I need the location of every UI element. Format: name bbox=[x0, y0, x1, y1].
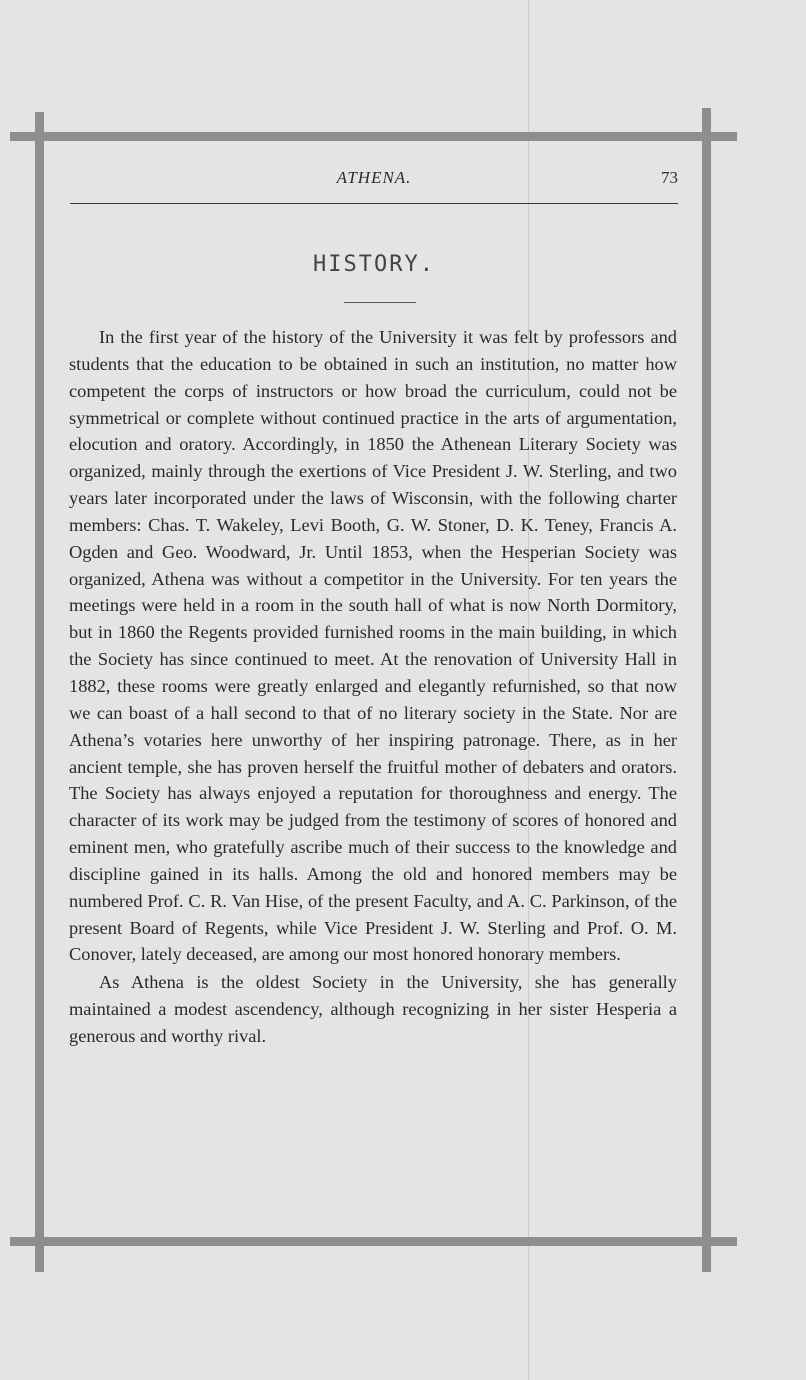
running-head bbox=[70, 168, 678, 192]
frame-bottom-rule bbox=[10, 1237, 737, 1246]
page-number: 73 bbox=[661, 168, 678, 187]
title-rule bbox=[344, 302, 416, 303]
section-title: HISTORY. bbox=[313, 252, 435, 277]
header-rule bbox=[70, 203, 678, 204]
paragraph: As Athena is the oldest Society in the University, she has generally maintained a modest ascendency, although recognizing in her sister Hesperia a generous and worthy rival. bbox=[69, 972, 677, 1046]
frame-top-rule bbox=[10, 132, 737, 141]
frame-left-rule bbox=[35, 112, 44, 1272]
paragraph: In the first year of the history of the University it was felt by professors and students that the education to be obtained in such an institution, no matter how competent the corps of instructors or how broad the curriculum, could not be symmetrical or complete without continued practice in the arts of argumentation, elocution and oratory. Accordingly, in 1850 the Athenean Literary Society was organized, mainly through the exertions of Vice President J. W. Sterling, and two years later incorporated under the laws of Wisconsin, with the following charter members: Chas. T. Wakeley, Levi Booth, G. W. Stoner, D. K. Teney, Francis A. Ogden and Geo. Woodward, Jr. Until 1853, when the Hesperian Society was organized, Athena was without a competitor in the University. For ten years the meetings were held in a room in the south hall of what is now North Dormitory, but in 1860 the Regents provided furnished rooms in the main building, in which the Society has since continued to meet. At the renovation of University Hall in 1882, these rooms were greatly enlarged and elegantly refurnished, so that now we can boast of a hall second to that of no literary society in the State. Nor are Athena’s votaries here unworthy of her inspiring patronage. There, as in her ancient temple, she has proven herself the fruitful mother of debaters and orators. The Society has always enjoyed a reputation for thoroughness and energy. The character of its work may be judged from the testimony of scores of honored and eminent men, who gratefully ascribe much of their success to the knowledge and discipline gained in its halls. Among the old and honored members may be numbered Prof. C. R. Van Hise, of the present Faculty, and A. C. Parkinson, of the present Board of Regents, while Vice President J. W. Sterling and Prof. O. M. Conover, lately deceased, are among our most honored honorary members. bbox=[69, 327, 677, 965]
body-text bbox=[69, 324, 677, 1050]
running-title: ATHENA. bbox=[336, 168, 412, 187]
frame-right-rule bbox=[702, 108, 711, 1272]
